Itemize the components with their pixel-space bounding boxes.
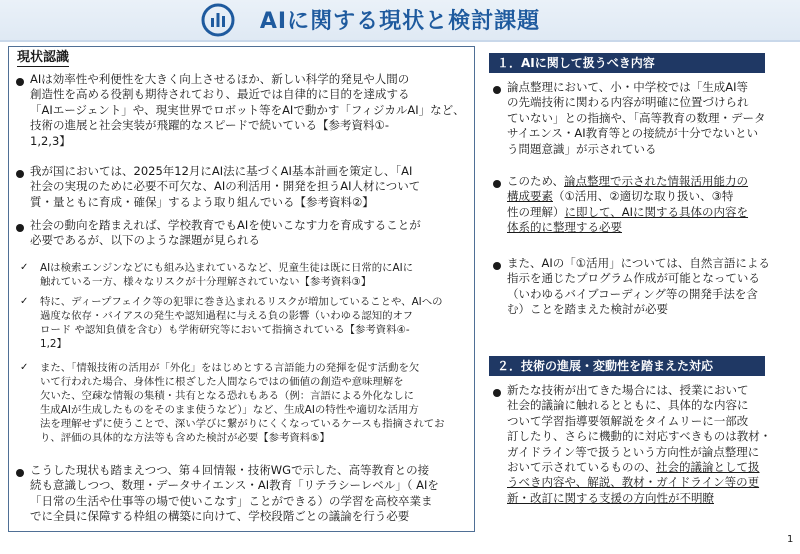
- issue-item-2: 特に、ディープフェイク等の犯罪に巻き込まれるリスクが増加していることや、AIへの 過度な依存・バイアスの発生や認知過程に与える負の影響（いわゆる認知的オフ ロード や認知負債を含む）も学術研究等において指摘されている【参考資料④- 1,2】: [40, 296, 443, 350]
- section-2-title: ２．技術の進展・変動性を踏まえた対応: [489, 356, 765, 376]
- content-point-2: このため、論点整理で示された情報活用能力の 構成要素（①活用、②適切な取り扱い、③特 性の理解）に即して、AIに関する具体の内容を 体系的に整理する必要: [507, 174, 749, 235]
- check-icon: ✓: [20, 296, 29, 307]
- issue-item-1: AIは検索エンジンなどにも組み込まれているなど、児童生徒は既に日常的にAIに 触れている一方、様々なリスクが十分理解されていない【参考資料③】: [40, 262, 414, 288]
- current-status-label: 現状認識: [17, 50, 70, 65]
- issue-item-3: また、「情報技術の活用が「外化」をはじめとする言語能力の発揮を促す活動を欠 いて行われた場合、身体性に根ざした人間ならではの価値の創造や意味理解を 欠いた、空疎な情報の集積・共有となる恐れもある（例：言語による外化なしに 生成AIが生成したものをそのまま使うなど）」など、生成AIの特性や適切な活用方 法を理解せずに使うことで、深い学びに繋がりにくくなっているケースも指摘されてお り、評価の具体的な方法等も含めた検討が必要【参考資料⑤】: [40, 362, 445, 444]
- bullet-icon: [16, 224, 24, 232]
- status-point-2: 我が国においては、2025年12月にAI法に基づくAI基本計画を策定し、「AI 社会の実現のために必要不可欠な、AIの利活用・開発を担うAI人材について 質・量ともに育成・確保」するよう取り組んでいる【参考資料②】: [30, 164, 421, 209]
- check-icon: ✓: [20, 262, 29, 273]
- bullet-icon: [16, 78, 24, 86]
- page-number: 1: [787, 534, 794, 545]
- content-point-1: 論点整理において、小・中学校では「生成AI等 の先端技術に関わる内容が明確に位置づけられ ていない」との指摘や、「高等教育の数理・データ サイエンス・AI教育等との接続が十分でないとい う問題意識」が示されている: [507, 80, 766, 156]
- page-title: AIに関する現状と検討課題: [259, 9, 541, 34]
- status-point-3: 社会の動向を踏まえれば、学校教育でもAIを使いこなす力を育成することが 必要であるが、以下のような課題が見られる: [30, 218, 421, 248]
- bullet-icon: [493, 86, 501, 94]
- bullet-icon: [493, 262, 501, 270]
- bullet-icon: [16, 170, 24, 178]
- bullet-icon: [493, 389, 501, 397]
- status-point-4: こうした現状も踏まえつつ、第４回情報・技術WGで示した、高等教育との接 続も意識しつつ、数理・データサイエンス・AI教育「リテラシーレベル」（ AIを 「日常の生活や仕事等の場で使いこなす」ことができる）の学習を高校卒業ま でに全員に保障する枠組の構築に向けて、学校段階ごとの議論を行う必要: [30, 463, 439, 524]
- status-point-1: AIは効率性や利便性を大きく向上させるほか、新しい科学的発見や人間の 創造性を高める役割も期待されており、最近では自律的に目的を達成する 「AIエージェント」や、現実世界でロボット等をAIで動かす「フィジカルAI」など、 技術の進展と社会実装が飛躍的なスピードで続いている【参考資料①- 1,2,3】: [30, 72, 465, 148]
- bullet-icon: [493, 180, 501, 188]
- section-1-title: １．AIに関して扱うべき内容: [489, 53, 765, 73]
- content-point-3: また、AIの「①活用」については、自然言語による 指示を通じたプログラム作成が可能となっている （いわゆるバイブコーディング等の開発手法を含 む）ことを踏まえた検討が必要: [507, 256, 770, 317]
- header-bar: [0, 0, 800, 42]
- check-icon: ✓: [20, 362, 29, 373]
- bullet-icon: [16, 469, 24, 477]
- response-point-1: 新たな技術が出てきた場合には、授業において 社会的議論に触れるとともに、具体的な内容に ついて学習指導要領解説をタイムリーに一部改 訂したり、さらに機動的に対応すべきものは教材・ ガイドライン等で扱うという方向性が論点整理に おいて示されているものの、社会的議論として扱 うべき内容や、解説、教材・ガイドライン等の更 新・改訂に関する支援の方向性が不明瞭: [507, 383, 772, 505]
